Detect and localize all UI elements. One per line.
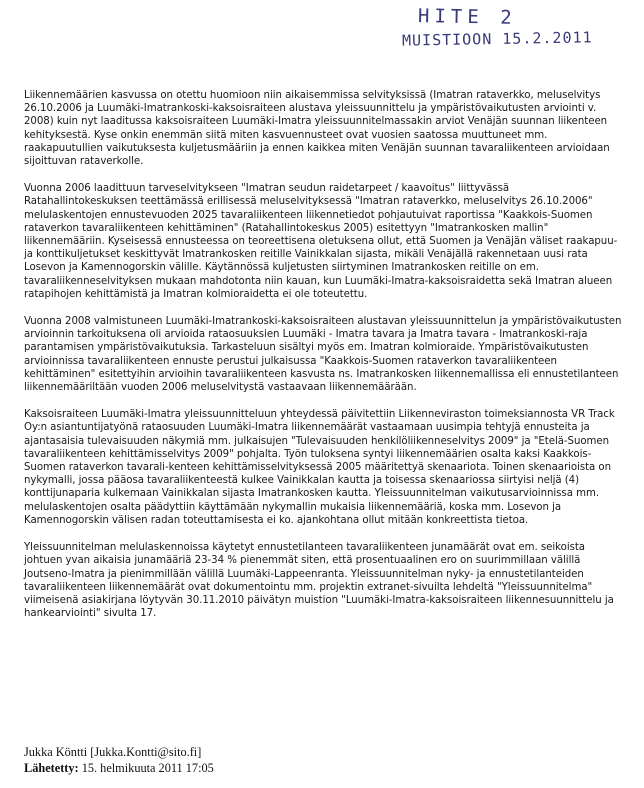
sent-line [24, 760, 624, 776]
paragraph-3: Vuonna 2008 valmistuneen Luumäki-Imatrankoski-kaksoisraiteen alustavan yleissuunnittelun ja ympäristövaikutusten arvioinnin tarkoituksena oli arvioida rataosuuksien Luumäki - Imatra tavara ja Imatra tavara - Imatrankoski-raja parantamisen ympäristövaikutuksia. Tarkasteluun sisältyi myös em. Imatran kolmioraide. Ympäristövaikutusten arvioinnissa tavaraliikenteen ennuste perustui julkaisussa "Kaakkois-Suomen rataverkon tavaraliikenteen kehittäminen" esitettyihin arvioihin tavaraliikenteen kasvusta ns. Imatrankosken liikennemallissa eli ennustetilanteen liikennemääriltään vuoden 2006 meluselvitystä vastaavaan liikennemäärään. [24, 316, 622, 394]
paragraph-1: Liikennemäärien kasvussa on otettu huomioon niin aikaisemmissa selvityksissä (Imatran rataverkko, meluselvitys 26.10.2006 ja Luumäki-Imatrankoski-kaksoisraiteen alustava yleissuunnittelu ja ympäristövaikutusten arviointi v. 2008) kuin nyt laaditussa kaksoisraiteen Luumäki-Imatra yleissuunnitelmassakin arviot Venäjän suunnan liikenteen kehityksestä. Kyse onkin enemmän siitä miten kasvuennusteet ovat vuosien saatossa muuttuneet mm. raakapuutullien vaikutuksesta kuljetusmääriin ja ennen kaikkea miten Venäjän suunnan tavaraliikenteen arvioidaan sijoittuvan rataverkolle. [24, 90, 610, 168]
paragraph-4: Kaksoisraiteen Luumäki-Imatra yleissuunnitteluun yhteydessä päivitettiin Liikenneviraston toimeksiannosta VR Track Oy:n asiantuntijatyönä rataosuuden Luumäki-Imatra liikennemäärät vastaamaan uusimpia tehtyjä ennusteita ja ajantasaisia tulevaisuuden näkymiä mm. julkaisujen "Tulevaisuuden henkilöliikenneselvitys 2009" ja "Etelä-Suomen tavaraliikenteen kehittämisselvitys 2009" pohjalta. Työn tuloksena syntyi liikennemäärien osalta kaksi Kaakkois-Suomen rataverkon tavarali-kenteen kehittämisselvityksessä 2005 määritettyä skenaariota. Toinen skenaarioista on nykymalli, jossa pääosa tavaraliikenteestä kulkee Vainikkalan kautta ja toisessa skenaariossa siirtyisi neljä (4) konttijunaparia kulkemaan Vainikkalan sijasta Imatrankosken kautta. Yleissuunnitelman vaikutusarvioinnissa mm. melulaskentojen osalta päädyttiin käyttämään nykymallin mukaisia liikennemääriä, koska mm. Losevon ja Kamennogorskin välisen radan toteuttamisesta ei ko. ajankohtana ollut mitään konkreettista tietoa. [24, 409, 615, 526]
handwritten-stamp [402, 6, 632, 58]
email-signature [24, 744, 624, 776]
author-line: Jukka Köntti [Jukka.Kontti@sito.fi] [24, 745, 202, 759]
sent-value: 15. helmikuuta 2011 17:05 [81, 761, 214, 775]
stamp-line-1: HITE 2 [417, 5, 517, 29]
paragraph-5: Yleissuunnitelman melulaskennoissa käytetyt ennustetilanteen tavaraliikenteen junamäärät ovat em. seikoista johtuen yvan aikaisia junamääriä 23-34 % pienemmät siten, että prosentuaalinen ero on suurimmillaan välillä Joutseno-Imatra ja pienimmillään välillä Luumäki-Lappeenranta. Yleissuunnitelman nyky- ja ennustetilanteiden tavaraliikenteen liikennemäärät ovat dokumentointu mm. projektin extranet-sivuilta lehdeltä "Yleissuunnitelma" viimeisenä asiakirjana löytyvän 30.11.2010 päivätyn muistion "Luumäki-Imatra-kaksoisraiteen liikennesuunnittelu ja hankearviointi" sivulta 17. [24, 542, 614, 620]
sent-label: Lähetetty: [24, 761, 79, 775]
stamp-line-2: MUISTIOON 15.2.2011 [401, 28, 593, 50]
document-body [24, 89, 624, 634]
paragraph-2: Vuonna 2006 laadittuun tarveselvitykseen "Imatran seudun raidetarpeet / kaavoitus" liittyvässä Ratahallintokeskuksen teettämässä erillisessä meluselvityksessä "Imatran rataverkko, meluselvitys 26.10.2006" melulaskentojen ennustevuoden 2025 tavaraliikenteen liikennetiedot pohjautuivat raportissa "Kaakkois-Suomen rataverkon tavaraliikenteen kehittäminen" (Ratahallintokeskus 2005) esitettyyn "Imatrankosken mallin" liikennemääriin. Kyseisessä ennusteessa on teoreettisena oletuksena ollut, että Suomen ja Venäjän väliset raakapuu- ja konttikuljetukset keskittyvät Imatrankosken reitille Vainikkalan sijasta, mikäli Venäjällä rakennetaan uusi rata Losevon ja Kamennogorskin välille. Käytännössä kuljetusten siirtyminen Imatrankosken reitille on em. tavaraliikenneselvityksen mukaan mahdotonta niin kauan, kun Luumäki-Imatra-kaksoisraidetta sekä Imatran alueen ratapihojen kehittämistä ja Imatran kolmioraidetta ei ole toteutettu. [24, 183, 618, 300]
